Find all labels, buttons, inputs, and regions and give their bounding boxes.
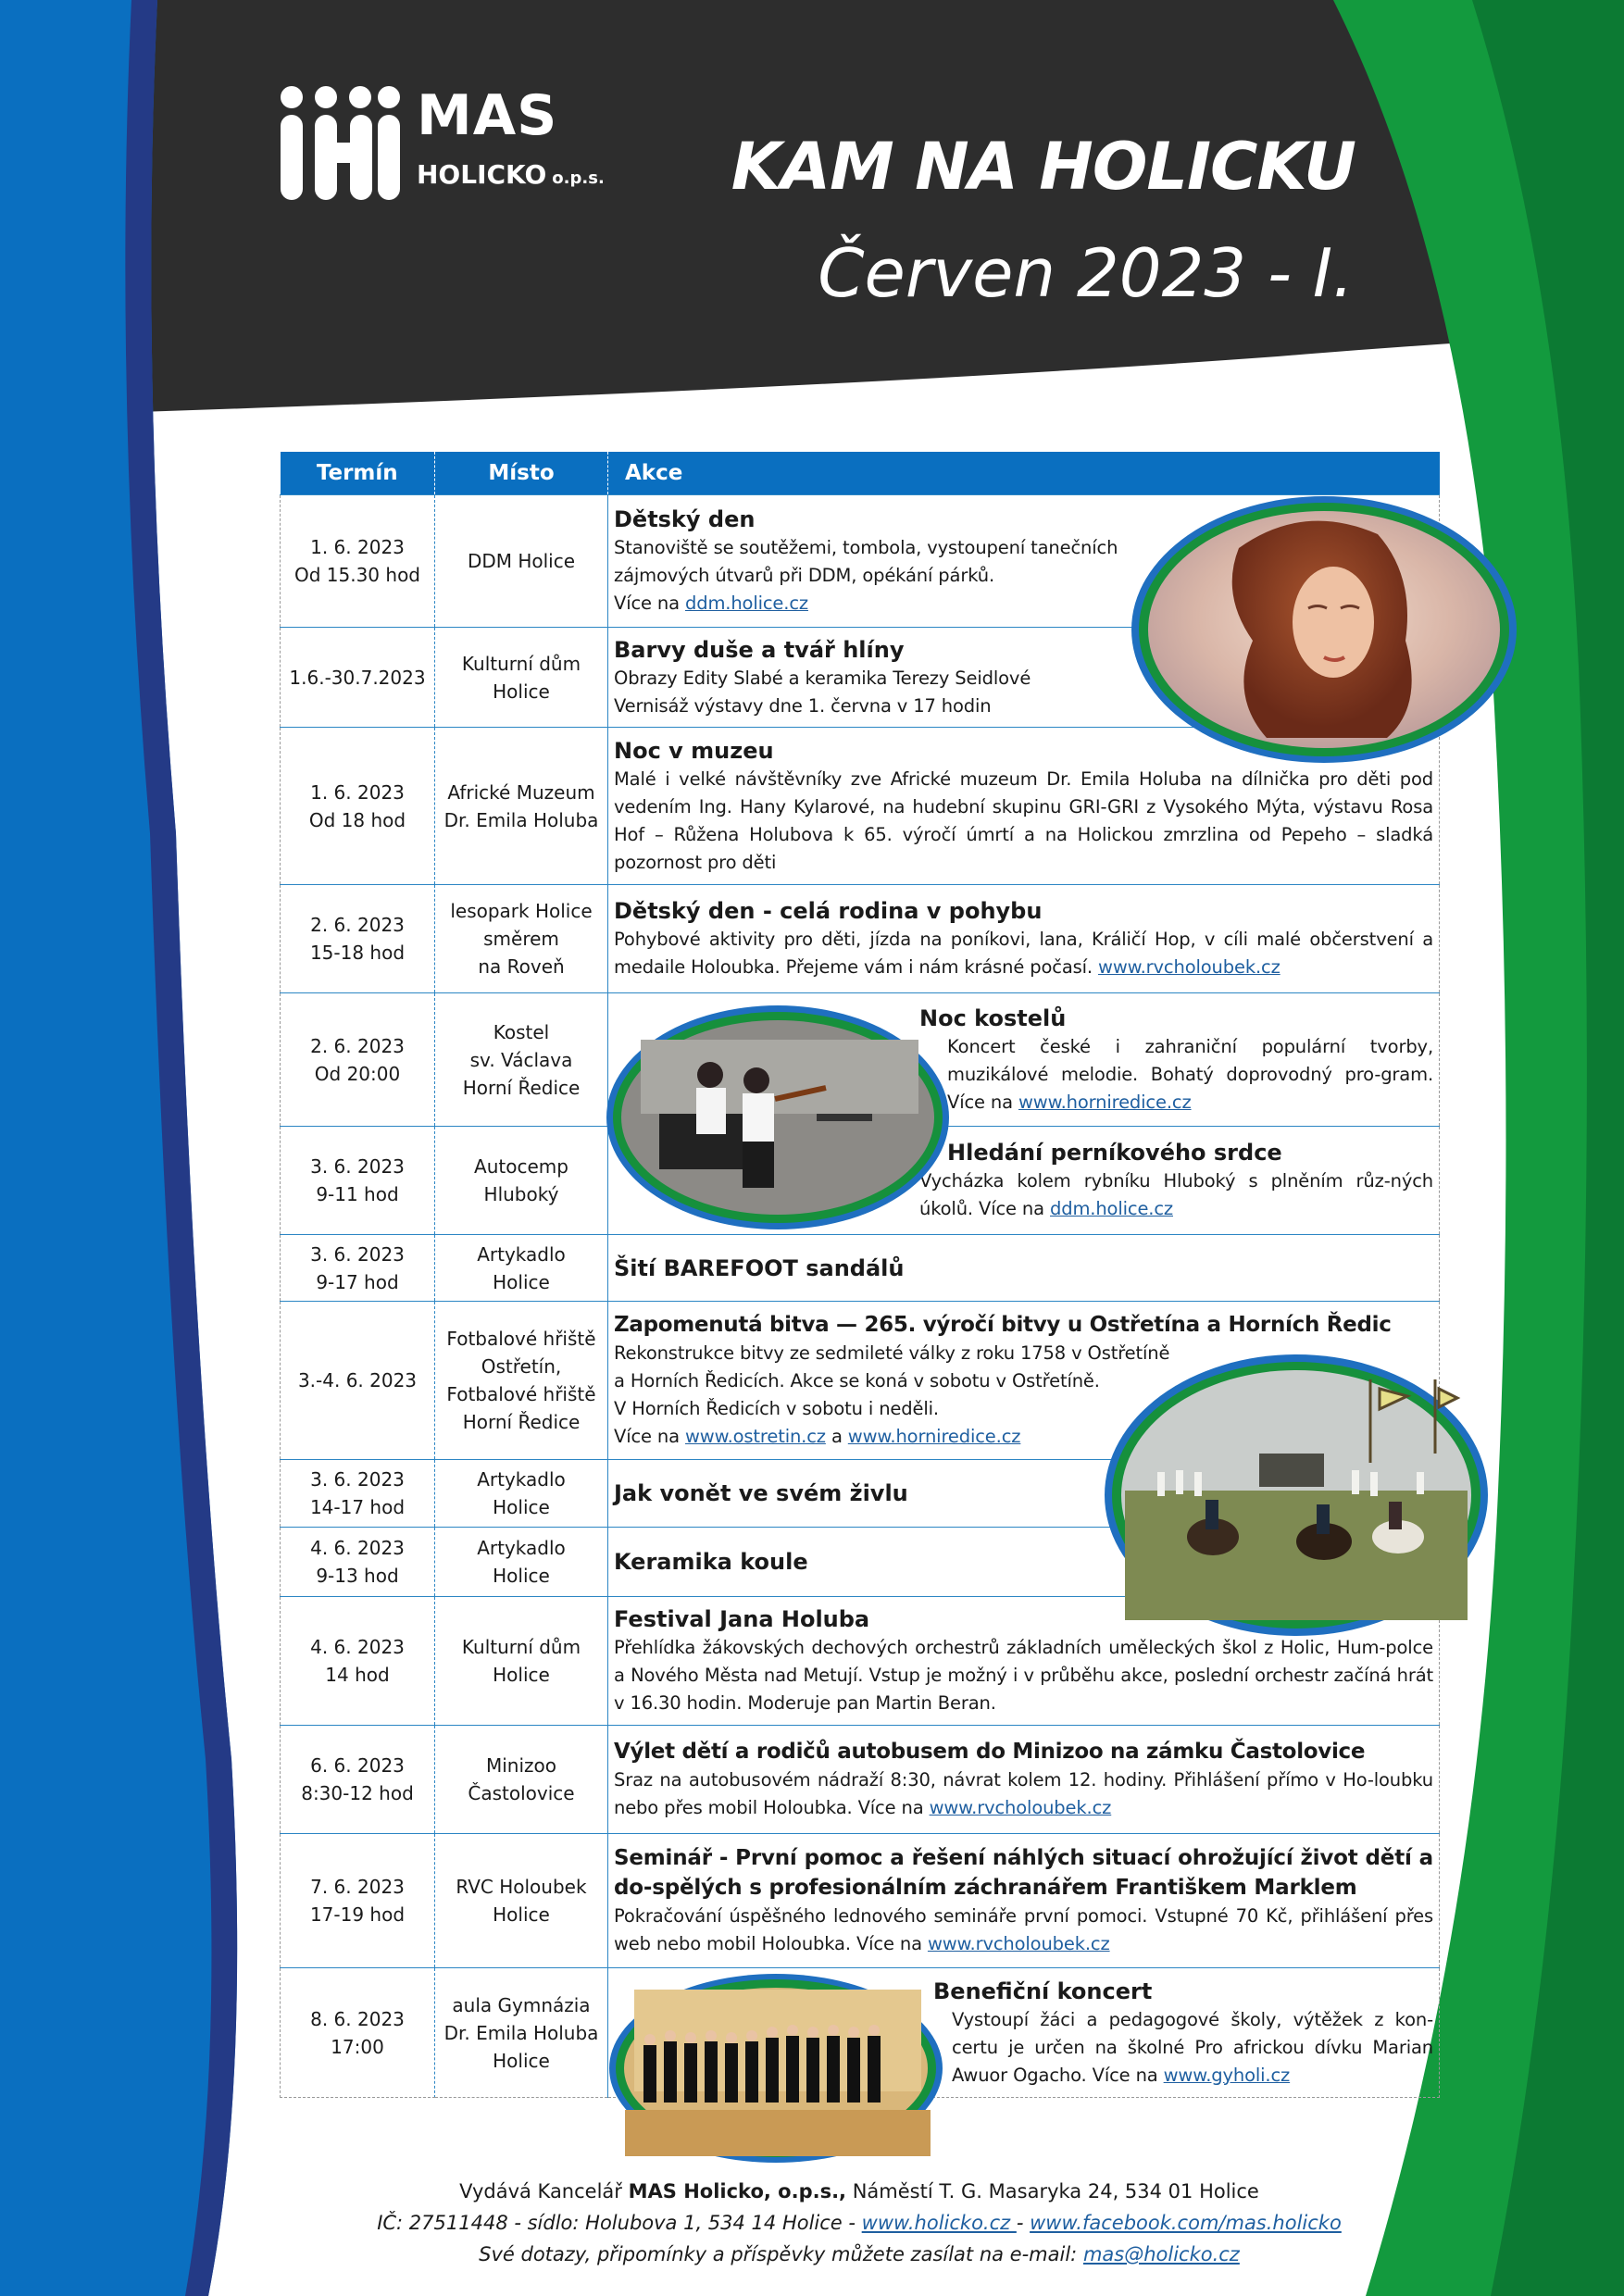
footer-sep: - — [1016, 2212, 1031, 2234]
logo-name: MAS — [417, 83, 558, 148]
term-line: 3.-4. 6. 2023 — [297, 1369, 418, 1391]
term-line: 9-11 hod — [316, 1183, 399, 1205]
term-cell — [281, 1597, 435, 1726]
painting-photo — [1128, 493, 1520, 767]
column-header-event: Akce — [608, 452, 1440, 495]
event-description — [614, 926, 1433, 981]
place-line: Holice — [493, 1270, 550, 1293]
footer-contact-line — [280, 2239, 1439, 2270]
place-line: DDM Holice — [467, 550, 576, 572]
place-line: Častolovice — [468, 1782, 575, 1804]
place-line: lesopark Holice — [450, 900, 593, 922]
battle-photo — [1102, 1352, 1491, 1639]
footer-contact-text: Své dotazy, připomínky a příspěvky můžete zasílat na e-mail: — [479, 2243, 1083, 2265]
term-line: 3. 6. 2023 — [310, 1242, 405, 1266]
table-row — [281, 1235, 1440, 1302]
concert-photo — [604, 1003, 952, 1232]
place-cell — [435, 1302, 608, 1460]
event-description — [614, 1766, 1433, 1822]
footer-id-line — [280, 2207, 1439, 2239]
term-line: 1. 6. 2023 — [310, 780, 405, 804]
term-cell — [281, 1460, 435, 1528]
term-line: 3. 6. 2023 — [310, 1155, 405, 1178]
place-cell — [435, 1235, 608, 1302]
place-cell — [435, 628, 608, 728]
place-line: Hluboký — [483, 1183, 559, 1205]
place-line: sv. Václava — [469, 1048, 573, 1071]
term-line: 14 hod — [325, 1664, 390, 1686]
term-cell — [281, 1834, 435, 1968]
event-link[interactable]: www.horniredice.cz — [1018, 1091, 1192, 1113]
place-cell — [435, 993, 608, 1127]
place-line: Artykadlo — [477, 1537, 566, 1559]
place-line: Horní Ředice — [462, 1076, 581, 1099]
term-cell — [281, 495, 435, 628]
event-description — [919, 1033, 1433, 1117]
place-line: Africké Muzeum — [447, 780, 595, 804]
event-description — [614, 1903, 1433, 1958]
term-cell — [281, 728, 435, 885]
term-cell — [281, 1127, 435, 1235]
term-line: 4. 6. 2023 — [310, 1537, 405, 1559]
term-cell — [281, 1968, 435, 2098]
place-line: Holice — [493, 680, 550, 703]
event-cell — [608, 885, 1440, 993]
place-line: Holice — [493, 1903, 550, 1926]
logo-mark-icon — [278, 85, 403, 206]
desc-line: Vernisáž výstavy dne 1. června v 17 hodin — [614, 694, 992, 717]
place-line: RVC Holoubek — [456, 1876, 587, 1898]
term-line: 9-17 hod — [316, 1270, 399, 1293]
table-row — [281, 1726, 1440, 1834]
term-cell — [281, 885, 435, 993]
event-link[interactable]: www.rvcholoubek.cz — [1098, 956, 1280, 978]
place-cell — [435, 1726, 608, 1834]
desc-text: Vycházka kolem rybníku Hluboký s plněním růz-ných úkolů. Více na — [919, 1170, 1433, 1219]
place-line: Horní Ředice — [462, 1411, 581, 1433]
desc-text: Koncert české i zahraniční populární tvorby, muzikálové melodie. Bohatý doprovodný pro-gram. Více na — [947, 1035, 1433, 1113]
place-line: Minizoo — [485, 1754, 556, 1777]
more-label: Více na — [614, 1426, 685, 1447]
place-cell — [435, 1834, 608, 1968]
place-line: Artykadlo — [477, 1468, 566, 1491]
place-cell — [435, 1127, 608, 1235]
event-title: Noc v muzeu — [614, 737, 774, 764]
mas-holicko-logo — [278, 85, 630, 206]
term-cell — [281, 1528, 435, 1597]
table-header-row — [281, 452, 1440, 495]
term-line: 17:00 — [331, 2035, 384, 2058]
desc-text: Pohybové aktivity pro děti, jízda na poníkovi, lana, Králičí Hop, v cíli malé občerstvení a medaile Holoubka. Přejeme vám i nám krásné počasí. — [614, 929, 1433, 978]
place-line: aula Gymnázia — [452, 1993, 591, 2016]
term-line: Od 20:00 — [314, 1062, 401, 1085]
place-cell — [435, 495, 608, 628]
conjunction: a — [825, 1426, 848, 1447]
event-title: Benefiční koncert — [933, 1978, 1153, 2004]
event-title: Barvy duše a tvář hlíny — [614, 636, 905, 663]
term-line: 4. 6. 2023 — [310, 1636, 405, 1658]
footer-facebook-link[interactable]: www.facebook.com/mas.holicko — [1030, 2212, 1342, 2234]
place-line: Autocemp — [474, 1155, 568, 1178]
term-cell — [281, 993, 435, 1127]
place-cell — [435, 885, 608, 993]
term-line: 6. 6. 2023 — [310, 1754, 405, 1777]
desc-line: Stanoviště se soutěžemi, tombola, vystoupení tanečních — [614, 537, 1118, 558]
desc-line: V Horních Ředicích v sobotu i neděli. — [614, 1398, 939, 1419]
term-line: 3. 6. 2023 — [310, 1468, 405, 1491]
term-line: 8. 6. 2023 — [310, 2007, 405, 2030]
footer — [280, 2176, 1439, 2270]
event-cell — [608, 1834, 1440, 1968]
footer-address: Náměstí T. G. Masaryka 24, 534 01 Holice — [846, 2180, 1259, 2202]
desc-line: a Horních Ředicích. Akce se koná v sobotu v Ostřetíně. — [614, 1370, 1100, 1391]
desc-line: zájmových útvarů při DDM, opékání párků. — [614, 565, 994, 586]
term-cell — [281, 628, 435, 728]
event-link[interactable]: www.horniredice.cz — [847, 1426, 1021, 1447]
event-link[interactable]: ddm.holice.cz — [684, 593, 808, 614]
place-line: na Roveň — [478, 955, 565, 978]
logo-sub: HOLICKO — [417, 159, 547, 190]
page-title: KAM NA HOLICKU — [731, 129, 1355, 205]
logo-holicko-text — [417, 159, 605, 190]
event-title: Hledání perníkového srdce — [947, 1140, 1282, 1166]
place-line: Ostřetín, — [481, 1355, 562, 1378]
place-cell — [435, 1597, 608, 1726]
place-line: Holice — [493, 1565, 550, 1587]
term-line: 17-19 hod — [309, 1903, 406, 1926]
more-label: Více na — [614, 593, 685, 614]
footer-seat: Holubova 1, 534 14 Holice — [585, 2212, 843, 2234]
term-line: 1.6.-30.7.2023 — [289, 666, 426, 689]
event-link[interactable]: www.rvcholoubek.cz — [929, 1797, 1112, 1818]
place-line: Fotbalové hřiště — [446, 1383, 596, 1405]
event-title: Šití BAREFOOT sandálů — [614, 1254, 905, 1281]
column-header-term: Termín — [281, 452, 435, 495]
event-title: Noc kostelů — [919, 1004, 1067, 1031]
choir-photo — [606, 1971, 945, 2165]
term-line: 1. 6. 2023 — [310, 536, 405, 558]
term-line: 9-13 hod — [316, 1565, 399, 1587]
footer-ico: IČ: 27511448 - sídlo: — [377, 2212, 586, 2234]
place-line: Kulturní dům — [461, 1636, 581, 1658]
term-line: Od 15.30 hod — [294, 564, 420, 586]
footer-email-link[interactable]: mas@holicko.cz — [1082, 2243, 1240, 2265]
term-line: 2. 6. 2023 — [310, 1034, 405, 1057]
desc-line: Obrazy Edity Slabé a keramika Terezy Seidlové — [614, 667, 1031, 689]
term-line: Od 18 hod — [308, 808, 406, 831]
place-cell — [435, 728, 608, 885]
footer-publisher-line — [280, 2176, 1439, 2207]
event-description — [614, 534, 1160, 618]
desc-line: Rekonstrukce bitvy ze sedmileté války z roku 1758 v Ostřetíně — [614, 1342, 1170, 1364]
event-title: Festival Jana Holuba — [614, 1606, 870, 1632]
desc-text: Pokračování úspěšného lednového semináře první pomoci. Vstupné 70 Kč, přihlášení přes web nebo mobil Holoubka. Více na — [614, 1905, 1433, 1954]
term-line: 14-17 hod — [309, 1496, 406, 1518]
event-title: Jak vonět ve svém živlu — [614, 1480, 908, 1506]
place-line: Kostel — [493, 1020, 550, 1043]
event-link[interactable]: www.ostretin.cz — [684, 1426, 826, 1447]
column-header-place: Místo — [435, 452, 608, 495]
table-row — [281, 885, 1440, 993]
footer-web-link[interactable]: www.holicko.cz — [861, 2212, 1017, 2234]
event-description: Malé i velké návštěvníky zve Africké muzeum Dr. Emila Holuba na dílnička pro děti pod vedením Ing. Hany Kylarové, na hudební skupinu GRI-GRI z Vysokého Mýta, výstavu Rosa Hof – Růžena Holubova k 65. výročí úmrtí a na Holickou zmrzlina od Pepeho – sladká pozornost pro děti — [614, 767, 1433, 873]
event-link[interactable]: ddm.holice.cz — [1050, 1198, 1173, 1219]
term-line: 2. 6. 2023 — [310, 914, 405, 936]
place-cell — [435, 1968, 608, 2098]
event-title: Dětský den - celá rodina v pohybu — [614, 898, 1043, 924]
place-line: Dr. Emila Holuba — [443, 808, 599, 831]
event-description — [614, 665, 1160, 720]
place-line: Dr. Emila Holuba — [443, 2021, 599, 2044]
footer-org-name: MAS Holicko, o.p.s., — [628, 2180, 847, 2202]
event-title: Zapomenutá bitva — 265. výročí bitvy u Ostřetína a Horních Ředic — [614, 1313, 1392, 1337]
place-line: Holice — [493, 1496, 550, 1518]
footer-sep: - — [842, 2212, 862, 2234]
event-title: Seminář - První pomoc a řešení náhlých situací ohrožující život dětí a do-spělých s profesionálním záchranářem Františkem Marklem — [614, 1846, 1433, 1900]
desc-text: Sraz na autobusovém nádraží 8:30, návrat kolem 12. hodiny. Přihlášení přímo v Ho-loubku nebo přes mobil Holoubka. Více na — [614, 1769, 1433, 1818]
place-line: Holice — [493, 2049, 550, 2072]
place-cell — [435, 1528, 608, 1597]
event-title: Výlet dětí a rodičů autobusem do Minizoo na zámku Častolovice — [614, 1740, 1366, 1764]
desc-text: Vystoupí žáci a pedagogové školy, výtěžek z kon-certu je určen na školné Pro africkou dívku Marian Awuor Ogacho. Více na — [952, 2008, 1433, 2086]
place-line: Holice — [493, 1664, 550, 1686]
term-line: 7. 6. 2023 — [310, 1876, 405, 1898]
footer-text: Vydává Kancelář — [459, 2180, 629, 2202]
logo-suffix: o.p.s. — [552, 168, 605, 188]
event-cell — [608, 1726, 1440, 1834]
term-line: 15-18 hod — [309, 942, 406, 964]
page-subtitle: Červen 2023 - I. — [818, 234, 1354, 312]
term-cell — [281, 1302, 435, 1460]
event-title: Dětský den — [614, 506, 756, 532]
place-line: Kulturní dům — [461, 652, 581, 675]
place-cell — [435, 1460, 608, 1528]
term-cell — [281, 1726, 435, 1834]
place-line: Artykadlo — [477, 1242, 566, 1266]
event-description — [919, 1167, 1433, 1223]
event-link[interactable]: www.gyholi.cz — [1163, 2064, 1291, 2086]
place-line: směrem — [483, 928, 559, 950]
table-row — [281, 1834, 1440, 1968]
term-line: 8:30-12 hod — [301, 1782, 414, 1804]
place-line: Fotbalové hřiště — [446, 1328, 596, 1350]
event-description: Přehlídka žákovských dechových orchestrů základních uměleckých škol z Holic, Hum-polce a Nového Města nad Metují. Vstup je možný i v průběhu akce, poslední orchestr začíná hrát v 16.30 hodin. Moderuje pan Martin Beran. — [614, 1637, 1433, 1714]
event-description — [933, 2006, 1433, 2090]
event-cell — [608, 1235, 1440, 1302]
event-title: Keramika koule — [614, 1549, 808, 1575]
event-link[interactable]: www.rvcholoubek.cz — [927, 1933, 1110, 1954]
term-cell — [281, 1235, 435, 1302]
